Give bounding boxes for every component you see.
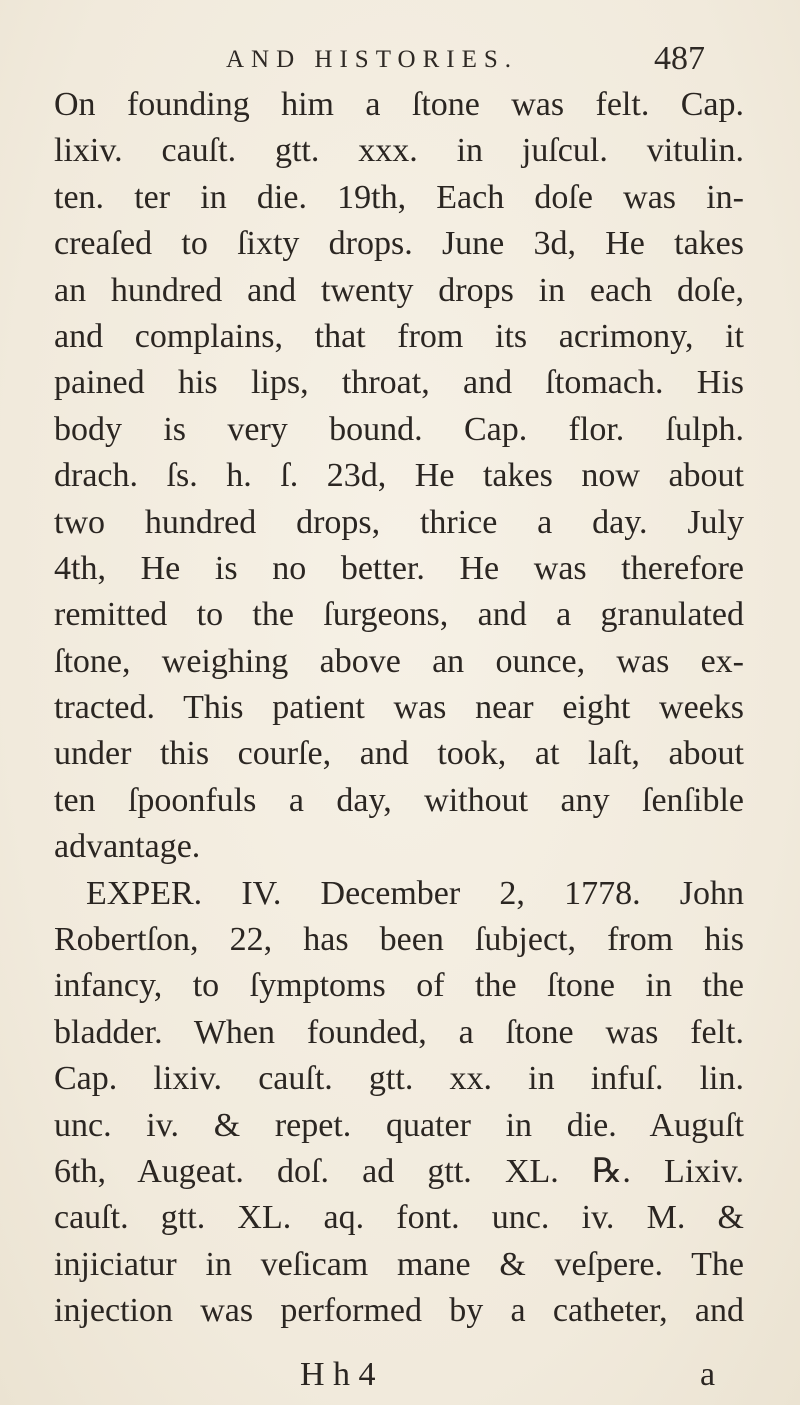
text-line: two hundred drops, thrice a day. July: [54, 503, 744, 541]
text-line: ſtone, weighing above an ounce, was ex-: [54, 642, 744, 680]
text-line: an hundred and twenty drops in each doſe,: [54, 271, 744, 309]
text-line: Cap. lixiv. cauſt. gtt. xx. in infuſ. lin.: [54, 1060, 744, 1098]
text-line: remitted to the ſurgeons, and a granulated: [54, 596, 744, 634]
text-line: body is very bound. Cap. flor. ſulph.: [54, 410, 744, 448]
text-line: lixiv. cauſt. gtt. xxx. in juſcul. vitulin.: [54, 132, 744, 170]
text-line: and complains, that from its acrimony, it: [54, 317, 744, 355]
experiment-heading-line: EXPER. IV. December 2, 1778. John: [86, 874, 744, 912]
text-line: injection was performed by a catheter, and: [54, 1292, 744, 1330]
text-line: infancy, to ſymptoms of the ſtone in the: [54, 967, 744, 1005]
page-number: 487: [654, 40, 705, 77]
text-line: unc. iv. & repet. quater in die. Auguſt: [54, 1106, 744, 1144]
text-line: Robertſon, 22, has been ſubject, from his: [54, 921, 744, 959]
text-line: ten ſpoonfuls a day, without any ſenſible: [54, 781, 744, 819]
text-line: injiciatur in veſicam mane & veſpere. The: [54, 1245, 744, 1283]
text-line: under this courſe, and took, at laſt, about: [54, 735, 744, 773]
text-line: advantage.: [54, 828, 201, 866]
text-line: creaſed to ſixty drops. June 3d, He takes: [54, 225, 744, 263]
text-line: 4th, He is no better. He was therefore: [54, 549, 744, 587]
running-head: AND HISTORIES.: [226, 46, 518, 73]
text-line: bladder. When founded, a ſtone was felt.: [54, 1013, 744, 1051]
text-line: ten. ter in die. 19th, Each doſe was in-: [54, 178, 744, 216]
text-line: On founding him a ſtone was felt. Cap.: [54, 86, 744, 123]
text-line: tracted. This patient was near eight weeks: [54, 689, 744, 727]
catchword: a: [700, 1356, 716, 1393]
body-text: [54, 82, 744, 1335]
text-line: 6th, Augeat. doſ. ad gtt. XL. ℞. Lixiv.: [54, 1152, 744, 1190]
text-line: pained his lips, throat, and ſtomach. His: [54, 364, 744, 402]
text-line: cauſt. gtt. XL. aq. font. unc. iv. M. &: [54, 1199, 744, 1237]
text-line: drach. ſs. h. ſ. 23d, He takes now about: [54, 457, 744, 495]
signature-mark: H h 4: [300, 1356, 376, 1393]
